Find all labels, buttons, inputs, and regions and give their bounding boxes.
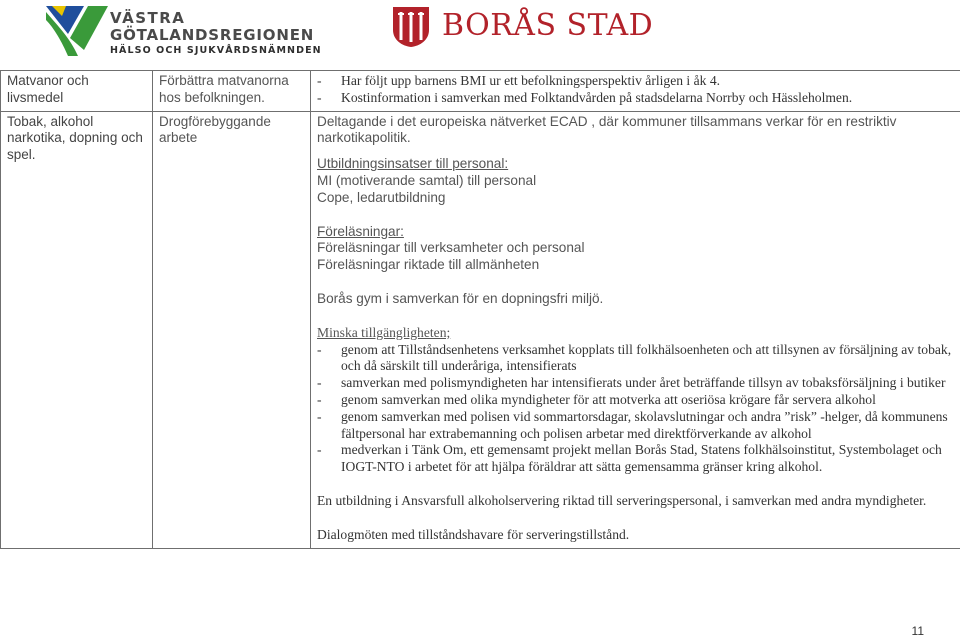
activities-cell (311, 71, 960, 112)
list-item: - samverkan med polismyndigheten har intensifierats under året beträffande tillsyn av tobaksförsäljning i butiker (317, 375, 946, 391)
list-item: - genom samverkan med polisen vid sommartorsdagar, skolavslutningar och andra ”risk” -helger, då kommunens fältpersonal har extrabemanning och polisen arbetar med direktförverkande av alkohol (317, 408, 948, 441)
training-paragraph: En utbildning i Ansvarsfull alkoholservering riktad till serveringspersonal, i samverkan med andra myndigheter. (317, 492, 927, 508)
training-line: Cope, ledarutbildning (317, 189, 446, 205)
page-number: 11 (911, 624, 924, 638)
lectures-heading: Föreläsningar: (317, 223, 404, 239)
table-row (1, 71, 960, 112)
boras-coat-of-arms-icon (392, 6, 430, 48)
vgr-emblem-icon (44, 4, 110, 58)
area-cell: Tobak, alkohol narkotika, dopning och spel. (1, 111, 153, 548)
lectures-line: Föreläsningar riktade till allmänheten (317, 257, 540, 273)
boras-logo-text: BORÅS STAD (442, 8, 654, 43)
list-item: - medverkan i Tänk Om, ett gemensamt projekt mellan Borås Stad, Statens folkhälsoinstitut, Systembolaget och IOGT-NTO i arbetet för att hjälpa föräldrar att sätta gemensamma gränser kring alkohol. (317, 442, 942, 475)
table-row (1, 111, 960, 548)
list-item: - genom att Tillståndsenhetens verksamhet kopplats till folkhälsoenheten och att tillsynen av försäljning av tobak, och då särskilt till underåriga, intensifierats (317, 341, 952, 374)
training-heading: Utbildningsinsatser till personal: (317, 156, 509, 172)
vgr-logo (44, 4, 322, 58)
gym-paragraph: Borås gym i samverkan för en dopningsfri miljö. (317, 290, 604, 306)
page-header (0, 0, 960, 66)
list-item: - Kostinformation i samverkan med Folktandvården på stadsdelarna Norrby och Hässleholmen. (317, 89, 853, 105)
availability-heading: Minska tillgängligheten; (317, 324, 451, 340)
list-item: - genom samverkan med olika myndigheter för att motverka att oseriösa krögare får servera alkohol (317, 391, 876, 407)
goal-cell: Drogförebyggande arbete (153, 111, 311, 548)
list-item: - Har följt upp barnens BMI ur ett befolkningsperspektiv årligen i åk 4. (317, 73, 721, 88)
vgr-logo-line1: VÄSTRA (110, 9, 186, 27)
area-cell: Matvanor och livsmedel (1, 71, 153, 112)
goal-cell: Förbättra matvanorna hos befolkningen. (153, 71, 311, 112)
training-line: MI (motiverande samtal) till personal (317, 172, 537, 188)
ecad-paragraph: Deltagande i det europeiska nätverket ECAD , där kommuner tillsammans verkar för en restriktiv narkotikapolitik. (317, 113, 897, 146)
boras-logo (392, 2, 652, 52)
dialog-paragraph: Dialogmöten med tillståndshavare för serveringstillstånd. (317, 526, 630, 542)
vgr-logo-line2: GÖTALANDSREGIONEN (110, 26, 315, 44)
lectures-line: Föreläsningar till verksamheter och personal (317, 240, 585, 256)
activities-cell (311, 111, 960, 548)
vgr-logo-line3: HÄLSO OCH SJUKVÅRDSNÄMNDEN (110, 45, 322, 56)
activity-table (0, 70, 960, 549)
